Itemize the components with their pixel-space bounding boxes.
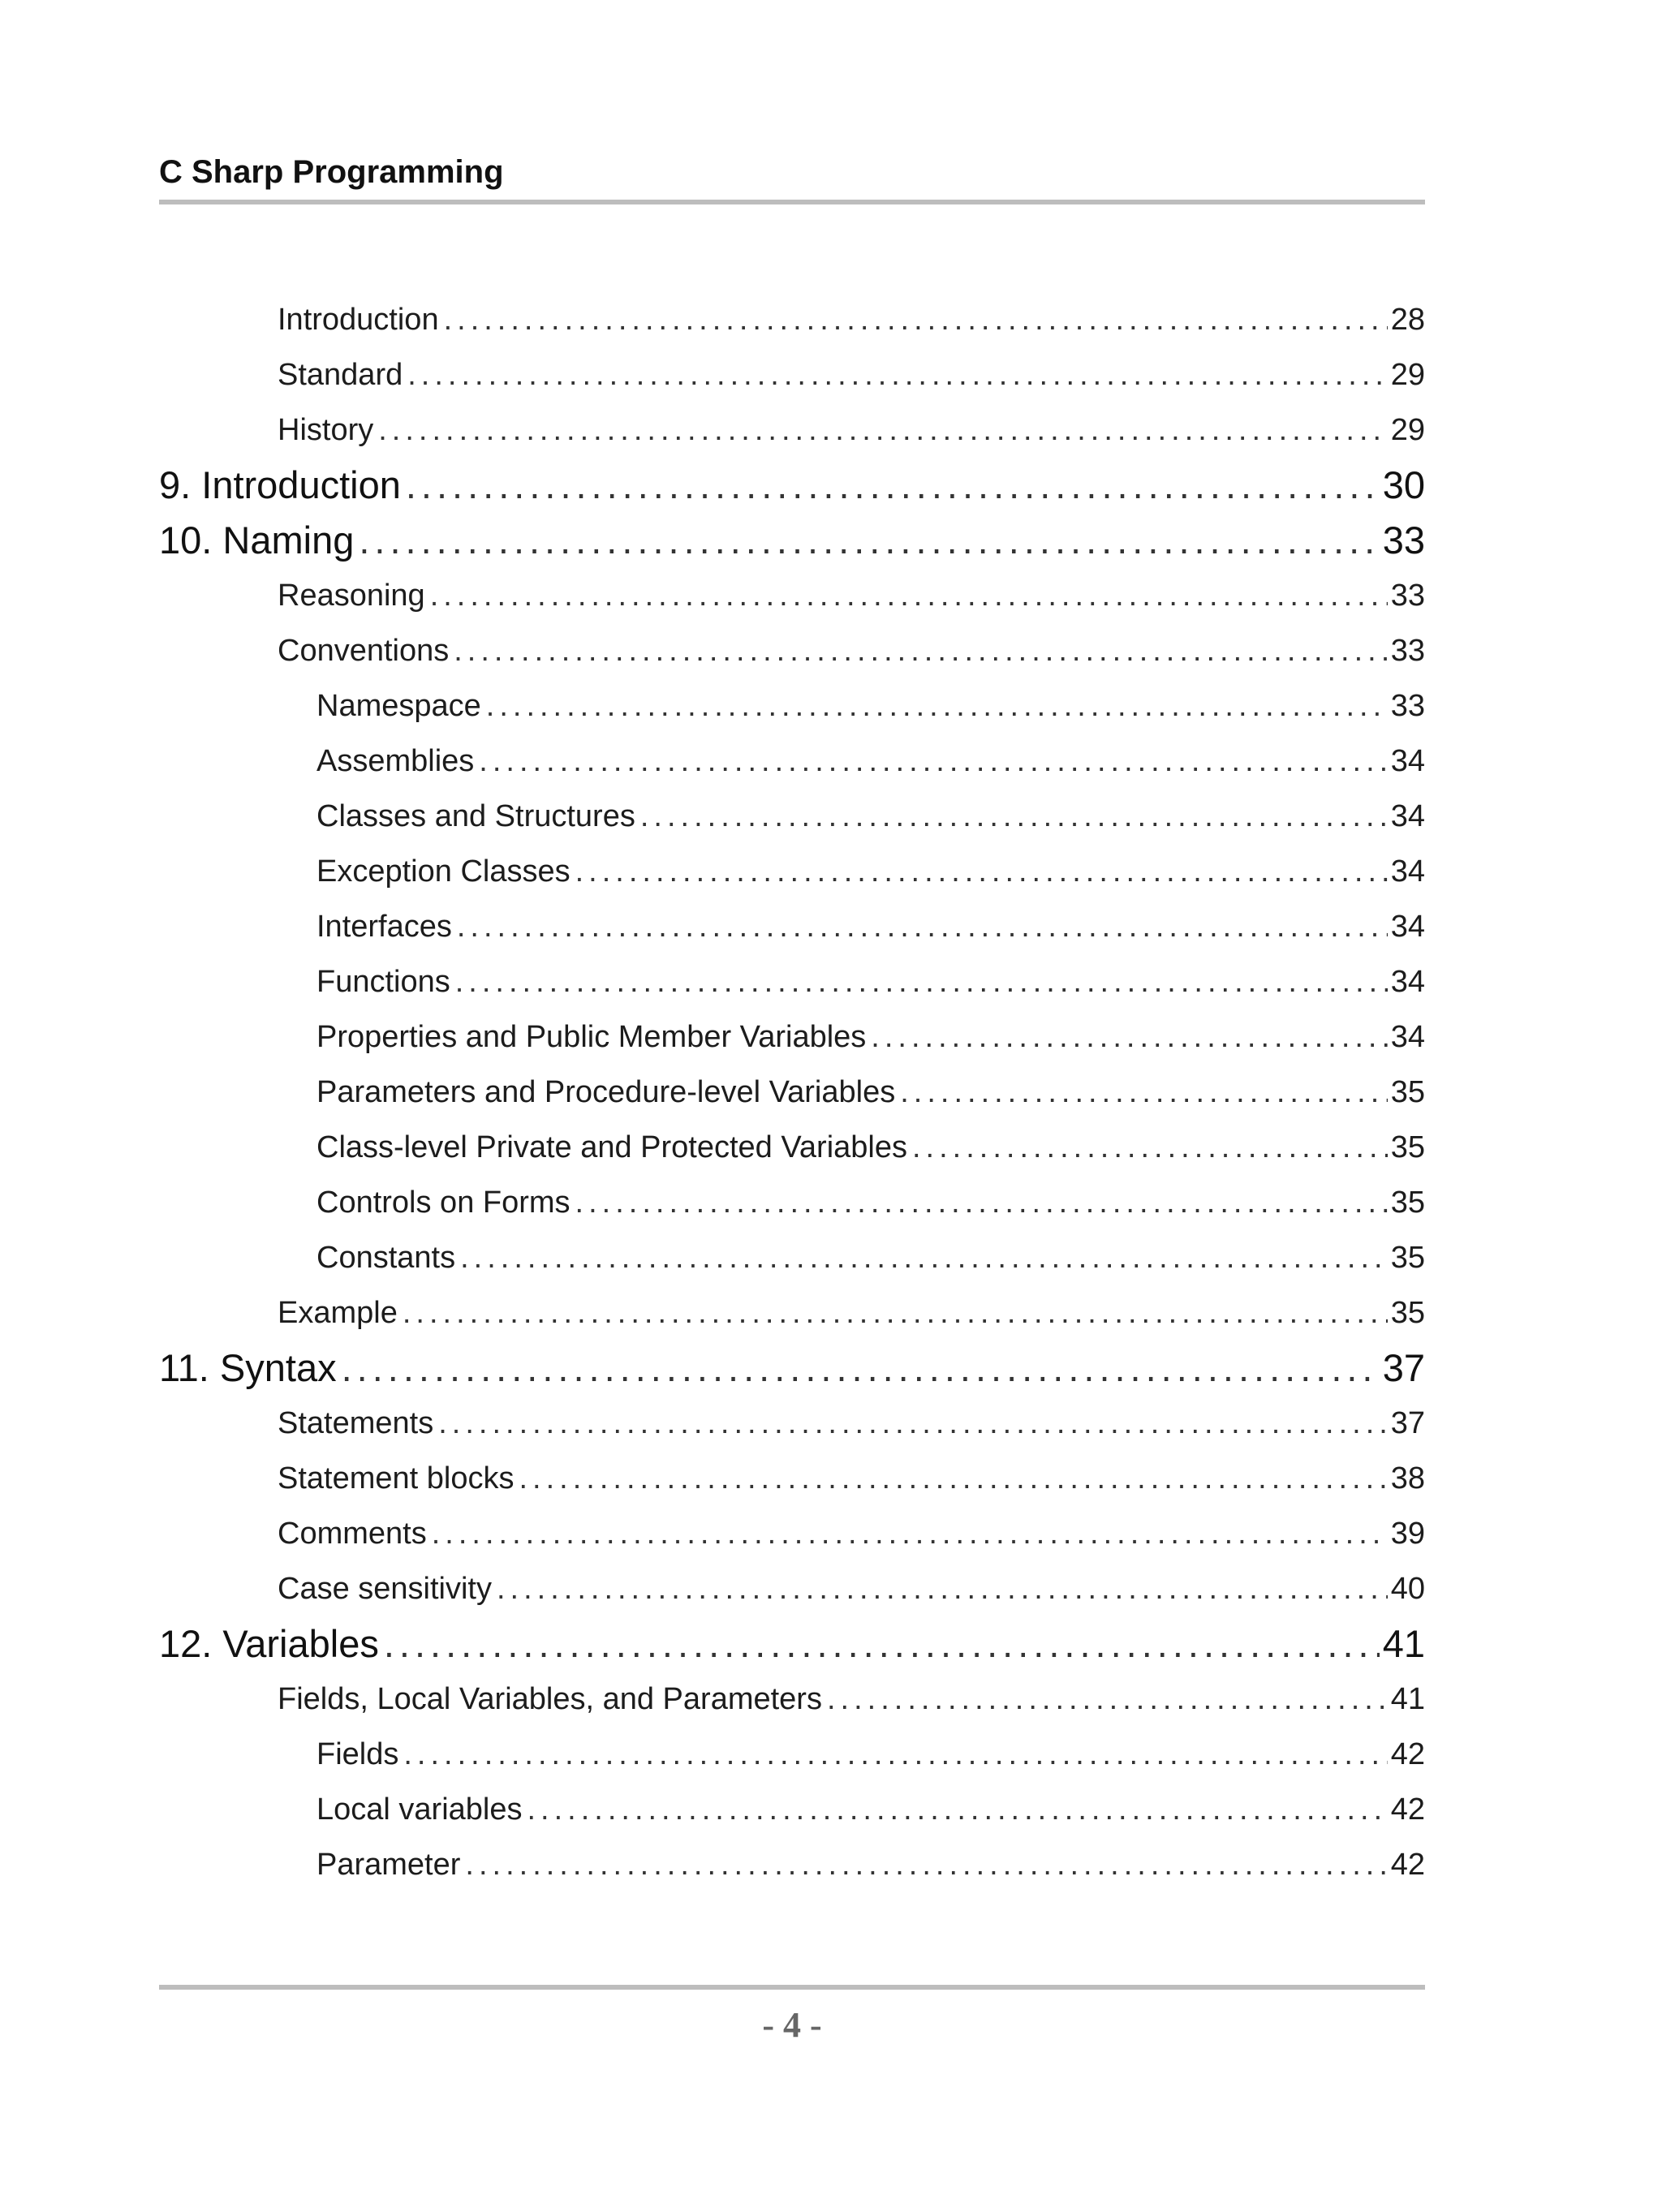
toc-entry-page: 34 — [1390, 1020, 1425, 1054]
toc-dot-leader — [575, 1175, 1388, 1230]
toc-entry-title: Comments — [278, 1517, 427, 1551]
toc-entry-title: 11. Syntax — [159, 1346, 337, 1389]
toc-entry-page: 35 — [1390, 1296, 1425, 1330]
toc-entry-title: Constants — [316, 1241, 456, 1275]
toc-entry — [159, 734, 1425, 789]
table-of-contents — [159, 292, 1425, 1892]
toc-dot-leader — [378, 402, 1387, 458]
toc-entry-page: 42 — [1390, 1737, 1425, 1771]
toc-dot-leader — [527, 1782, 1387, 1837]
toc-entry-title: Introduction — [278, 303, 439, 337]
toc-entry-title: Example — [278, 1296, 398, 1330]
toc-entry-page: 34 — [1390, 799, 1425, 833]
toc-entry-title: Class-level Private and Protected Variables — [316, 1130, 907, 1164]
toc-entry-title: History — [278, 413, 374, 447]
toc-dot-leader — [912, 1120, 1388, 1175]
toc-entry-title: Reasoning — [278, 579, 425, 613]
toc-entry — [159, 513, 1425, 568]
toc-entry-page: 34 — [1390, 910, 1425, 944]
toc-entry-title: Exception Classes — [316, 854, 571, 889]
toc-entry-page: 42 — [1390, 1848, 1425, 1882]
toc-entry-title: Assemblies — [316, 744, 475, 778]
toc-dot-leader — [457, 899, 1388, 954]
toc-entry-page: 29 — [1390, 413, 1425, 447]
toc-entry — [159, 1616, 1425, 1672]
toc-entry-title: Parameters and Procedure-level Variables — [316, 1075, 896, 1109]
page-header — [159, 153, 1425, 204]
toc-entry — [159, 899, 1425, 954]
toc-dot-leader — [455, 954, 1388, 1009]
toc-entry-page: 34 — [1390, 744, 1425, 778]
toc-entry — [159, 1837, 1425, 1892]
toc-entry-title: Case sensitivity — [278, 1572, 492, 1606]
toc-entry-page: 37 — [1390, 1406, 1425, 1440]
toc-dot-leader — [444, 292, 1388, 347]
toc-entry-title: Fields — [316, 1737, 399, 1771]
toc-dot-leader — [438, 1396, 1388, 1451]
toc-dot-leader — [342, 1341, 1380, 1396]
toc-entry — [159, 1561, 1425, 1616]
toc-entry-page: 40 — [1390, 1572, 1425, 1606]
toc-entry-page: 41 — [1382, 1622, 1425, 1665]
toc-entry — [159, 1009, 1425, 1065]
toc-entry-title: Conventions — [278, 634, 450, 668]
toc-entry — [159, 1451, 1425, 1506]
toc-entry — [159, 678, 1425, 734]
toc-entry — [159, 347, 1425, 402]
toc-entry-page: 34 — [1390, 854, 1425, 889]
toc-entry — [159, 1175, 1425, 1230]
toc-entry-page: 35 — [1390, 1241, 1425, 1275]
toc-entry-page: 35 — [1390, 1130, 1425, 1164]
toc-entry-title: Statements — [278, 1406, 434, 1440]
toc-dot-leader — [384, 1616, 1380, 1672]
toc-entry-page: 34 — [1390, 965, 1425, 999]
toc-dot-leader — [640, 789, 1388, 844]
toc-dot-leader — [403, 1727, 1387, 1782]
toc-entry — [159, 1120, 1425, 1175]
toc-entry — [159, 1672, 1425, 1727]
toc-dot-leader — [575, 844, 1388, 899]
toc-dot-leader — [465, 1837, 1387, 1892]
toc-dot-leader — [479, 734, 1387, 789]
toc-entry — [159, 1285, 1425, 1341]
toc-entry-title: 12. Variables — [159, 1622, 379, 1665]
toc-dot-leader — [871, 1009, 1387, 1065]
toc-entry — [159, 568, 1425, 623]
toc-entry-title: Standard — [278, 358, 403, 392]
toc-dot-leader — [432, 1506, 1388, 1561]
toc-entry — [159, 1727, 1425, 1782]
toc-entry-page: 37 — [1382, 1346, 1425, 1389]
toc-dot-leader — [430, 568, 1388, 623]
toc-entry-page: 33 — [1390, 634, 1425, 668]
toc-entry-title: Functions — [316, 965, 450, 999]
toc-entry-title: Parameter — [316, 1848, 461, 1882]
toc-entry — [159, 789, 1425, 844]
header-divider — [159, 200, 1425, 204]
toc-entry — [159, 402, 1425, 458]
toc-entry — [159, 1065, 1425, 1120]
book-title: C Sharp Programming — [159, 154, 504, 190]
toc-entry-page: 42 — [1390, 1792, 1425, 1827]
footer-divider — [159, 1985, 1425, 1990]
toc-entry-page: 35 — [1390, 1075, 1425, 1109]
toc-entry-page: 29 — [1390, 358, 1425, 392]
toc-dot-leader — [900, 1065, 1388, 1120]
toc-entry-page: 33 — [1390, 579, 1425, 613]
toc-entry-page: 35 — [1390, 1186, 1425, 1220]
toc-dot-leader — [454, 623, 1387, 678]
toc-entry-page: 39 — [1390, 1517, 1425, 1551]
toc-entry-title: Statement blocks — [278, 1461, 515, 1495]
toc-entry-title: Interfaces — [316, 910, 452, 944]
toc-dot-leader — [359, 513, 1379, 568]
toc-dot-leader — [403, 1285, 1388, 1341]
toc-entry-title: 9. Introduction — [159, 463, 401, 506]
toc-entry-title: Namespace — [316, 689, 481, 723]
toc-entry — [159, 1506, 1425, 1561]
toc-entry-page: 41 — [1390, 1682, 1425, 1716]
toc-entry — [159, 844, 1425, 899]
toc-entry-title: Fields, Local Variables, and Parameters — [278, 1682, 822, 1716]
toc-dot-leader — [519, 1451, 1387, 1506]
toc-entry — [159, 1230, 1425, 1285]
toc-dot-leader — [497, 1561, 1388, 1616]
toc-entry-title: Classes and Structures — [316, 799, 635, 833]
toc-entry-page: 33 — [1382, 519, 1425, 562]
toc-entry — [159, 458, 1425, 513]
toc-dot-leader — [406, 458, 1380, 513]
toc-entry-page: 38 — [1390, 1461, 1425, 1495]
toc-entry-title: Local variables — [316, 1792, 523, 1827]
toc-entry-page: 33 — [1390, 689, 1425, 723]
toc-dot-leader — [407, 347, 1387, 402]
toc-entry — [159, 1782, 1425, 1837]
toc-entry — [159, 954, 1425, 1009]
page-number: - 4 - — [762, 2005, 822, 2045]
toc-entry-page: 28 — [1390, 303, 1425, 337]
toc-entry — [159, 623, 1425, 678]
toc-entry-title: Properties and Public Member Variables — [316, 1020, 867, 1054]
toc-dot-leader — [486, 678, 1388, 734]
page-footer — [159, 1985, 1425, 2046]
toc-entry-page: 30 — [1382, 463, 1425, 506]
toc-entry-title: 10. Naming — [159, 519, 355, 562]
toc-entry — [159, 1341, 1425, 1396]
toc-entry — [159, 1396, 1425, 1451]
toc-entry — [159, 292, 1425, 347]
toc-dot-leader — [460, 1230, 1388, 1285]
toc-dot-leader — [827, 1672, 1388, 1727]
toc-entry-title: Controls on Forms — [316, 1186, 571, 1220]
